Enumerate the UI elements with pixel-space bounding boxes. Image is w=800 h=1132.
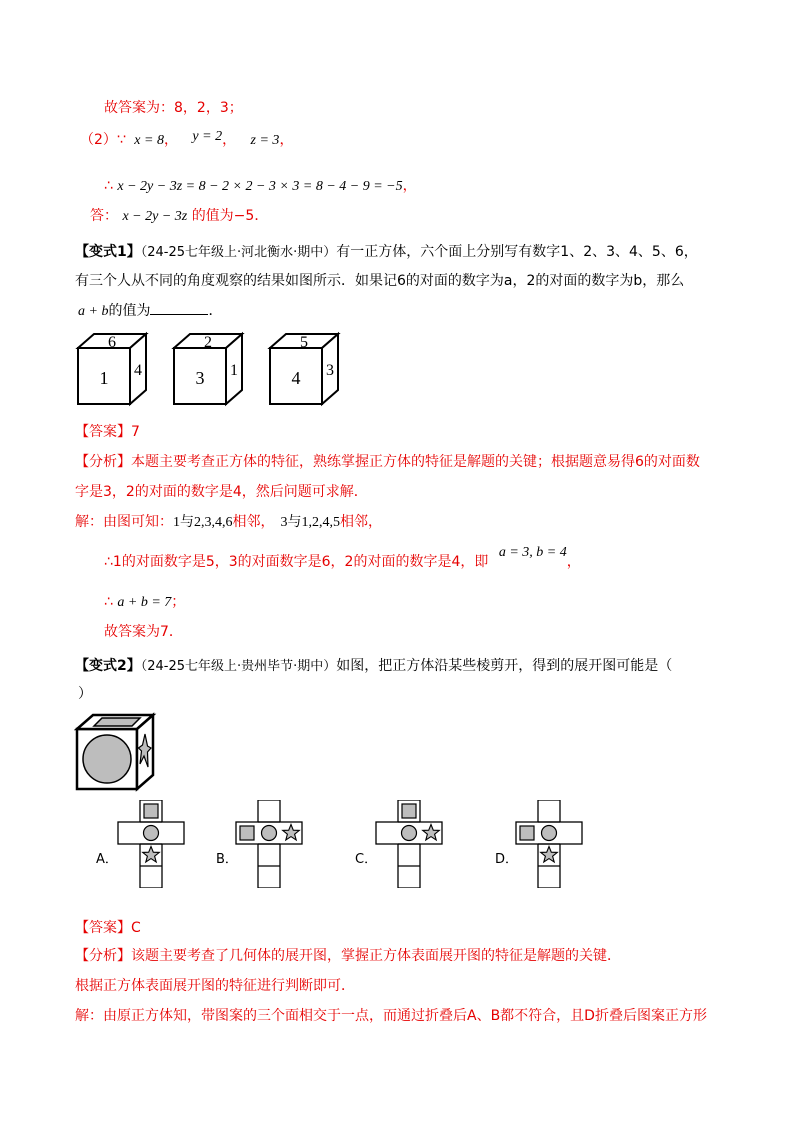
variant1-header [75,242,698,263]
adjacency-2: 3与1,2,4,5 [280,515,340,530]
part2-label: （2）∵ [80,132,126,148]
variant1-source: （24-25七年级上·河北衡水·期中） [140,245,337,260]
eq-x: x = 8 [134,133,164,148]
variant1-line3 [78,300,222,322]
variant1-solution-3 [104,592,185,613]
calc-end: ， [402,178,417,194]
option-b-label[interactable]: B． [216,852,238,867]
ab-values: a = 3, b = 4 [498,545,567,560]
variant1-tag: 【变式1】 [75,244,141,260]
sep: ， [279,132,294,148]
part2-line [80,130,293,151]
variant1-answer: 【答案】7 [75,424,140,440]
opposite-faces-text: ∴1的对面数字是5，3的对面数字是6，2的对面的数字是4，即 [104,554,489,570]
option-c-label[interactable]: C． [355,852,378,867]
cube-2-side: 1 [230,362,238,379]
sol3-end: ； [171,594,186,610]
variant1-line1: 有一正方体，六个面上分别写有数字1、2、3、4、5、6， [336,244,698,260]
cubes-figure [70,330,370,410]
solution-prefix: 解：由图可知： [75,514,173,530]
sum-expression: a + b [78,304,109,319]
therefore-symbol: ∴ [104,594,113,610]
net-options [95,800,735,888]
conclusion-line [90,206,268,227]
square-pattern [94,718,140,726]
line-end: ． [208,303,223,319]
calc-expression: x − 2y − 3z = 8 − 2 × 2 − 3 × 3 = 8 − 4 − 9 = −5 [117,179,403,194]
net-d[interactable] [516,800,582,888]
sol2-end: ， [566,554,581,570]
variant2-question: 如图，把正方体沿某些棱剪开，得到的展开图可能是（ [336,658,673,674]
conclusion-expression: x − 2y − 3z [122,209,188,224]
variant2-answer: 【答案】C [75,920,141,936]
patterned-cube [74,712,164,792]
adjacency-1: 1与2,3,4,6 [173,515,233,530]
variant1-final: 故答案为7． [104,624,183,640]
option-a-label[interactable]: A． [96,852,118,867]
cube-2-front: 3 [195,368,205,388]
variant2-question-end: ） [78,686,92,702]
answer-blank [150,300,208,315]
adjacency-end: 相邻， [340,514,382,530]
variant1-analysis-2: 字是3，2的对面的数字是4，然后问题可求解． [75,484,368,500]
cube-1-front: 1 [99,368,109,388]
sum-result: a + b = 7 [117,595,172,610]
conclusion-text: 的值为−5． [191,208,269,224]
cube-3-front: 4 [291,368,301,388]
variant2-analysis-2: 根据正方体表面展开图的特征进行判断即可． [75,978,355,994]
variant2-header [75,656,672,677]
value-text: 的值为 [108,303,151,319]
cube-1-side: 4 [134,362,142,379]
variant1-line2: 有三个人从不同的角度观察的结果如图所示．如果记6的对面的数字为a，2的对面的数字为b，那么 [75,273,685,289]
adjacency-text: 相邻， [232,514,275,530]
sep: ， [222,132,237,148]
cube-3-top: 5 [300,334,308,351]
calc-line [104,176,417,197]
eq-z: z = 3 [250,133,280,148]
cube-3-side: 3 [326,362,334,379]
variant1-solution-2 [104,545,581,573]
variant1-analysis-1: 【分析】本题主要考查正方体的特征，熟练掌握正方体的特征是解题的关键；根据题意易得6的对面数 [75,454,700,470]
conclusion-prefix: 答： [90,208,118,224]
variant2-analysis-1: 【分析】该题主要考查了几何体的展开图，掌握正方体表面展开图的特征是解题的关键． [75,948,621,964]
variant2-solution: 解：由原正方体知，带图案的三个面相交于一点，而通过折叠后A、B都不符合，且D折叠后图案正方形 [75,1008,707,1024]
cube-1-top: 6 [108,334,116,351]
circle-pattern [83,735,131,783]
therefore-symbol: ∴ [104,178,113,194]
option-d-label[interactable]: D． [495,852,519,867]
sep: ， [163,132,178,148]
net-b[interactable] [236,800,302,888]
cube-2-top: 2 [204,334,212,351]
net-a[interactable] [118,800,184,888]
eq-y: y = 2 [192,129,223,144]
answer-line: 故答案为：8，2，3； [104,100,243,116]
variant1-solution-1 [75,512,382,533]
net-c[interactable] [376,800,442,888]
variant2-source: （24-25七年级上·贵州毕节·期中） [140,659,337,674]
variant2-tag: 【变式2】 [75,658,141,674]
